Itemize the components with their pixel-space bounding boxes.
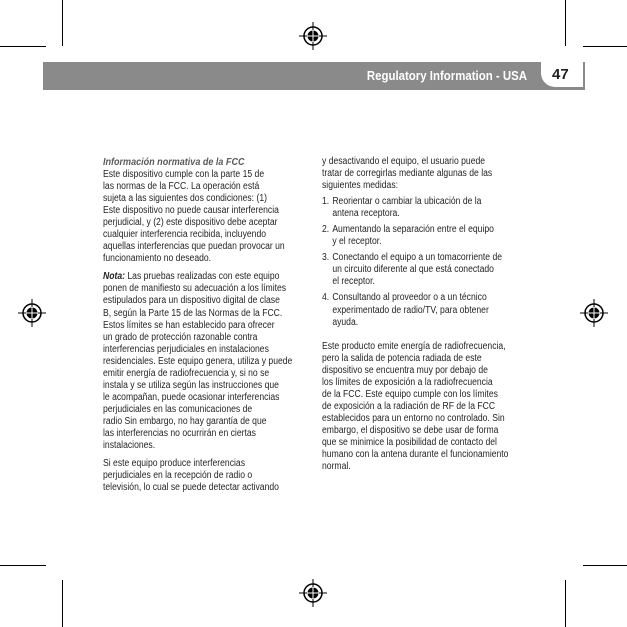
crop-mark: [0, 46, 46, 47]
crop-mark: [62, 0, 63, 46]
text-line: Este producto emite energía de radiofrecuencia,: [322, 340, 506, 352]
text-line: [103, 271, 306, 283]
text-line: los límites de exposición a la radiofrecuencia: [322, 376, 493, 388]
list-number: 3.: [322, 252, 330, 264]
list-number: 4.: [322, 292, 330, 304]
text-line: televisión, lo cual se puede detectar activando: [103, 482, 279, 494]
crop-mark: [583, 46, 627, 47]
text-line: Este dispositivo cumple con la parte 15 de: [103, 169, 265, 180]
list-number: 2.: [322, 224, 330, 236]
compliance-paragraph: [103, 169, 306, 265]
text-line: aquellas interferencias que puedan provocar un: [103, 241, 285, 253]
text-line: cualquier interferencia recibida, incluyendo: [103, 229, 267, 241]
text-line: humano con la antena durante el funcionamiento: [322, 449, 509, 461]
text-line: un circuito diferente al que está conectado: [332, 264, 494, 276]
text-line: Si este equipo produce interferencias: [103, 458, 245, 470]
text-line: las normas de la FCC. La operación está: [103, 181, 260, 193]
left-column: [103, 156, 306, 494]
interference-paragraph: [103, 458, 306, 494]
text-line: le acompañan, puede ocasionar interferencias: [103, 391, 280, 403]
text-line: perjudiciales en la recepción de radio o: [103, 470, 253, 482]
text-line: Consultando al proveedor o a un técnico: [332, 292, 487, 304]
text-line: emitir energía de radiofrecuencia y, si no se: [103, 367, 270, 379]
text-line: embargo, el dispositivo se debe usar de forma: [322, 424, 499, 436]
text-line: el receptor.: [332, 276, 375, 288]
text-line: de la FCC. Este equipo cumple con los límites: [322, 388, 498, 400]
header-title: Regulatory Information - USA: [366, 68, 527, 83]
nota-first-line: Las pruebas realizadas con este equipo: [124, 271, 280, 283]
right-column: [322, 156, 525, 473]
text-line: Conectando el equipo a un tomacorriente de: [332, 252, 503, 264]
list-item: [322, 252, 525, 288]
text-line: Este dispositivo no puede causar interferencia: [103, 205, 279, 217]
text-line: perjudiciales en las comunicaciones de: [103, 403, 253, 415]
text-line: residenciales. Este equipo genera, utiliza y puede: [103, 355, 293, 367]
intro-paragraph: [322, 156, 525, 192]
text-line: que se minimice la posibilidad de contacto del: [322, 436, 497, 448]
registration-mark-bottom: [299, 579, 327, 607]
crop-mark: [62, 580, 63, 627]
text-line: y el receptor.: [332, 236, 382, 248]
registration-mark-right: [580, 299, 608, 327]
text-line: un grado de protección razonable contra: [103, 331, 258, 343]
section-heading: Información normativa de la FCC: [103, 156, 245, 168]
text-line: establecidos para un entorno no controlado. Sin: [322, 412, 505, 424]
text-line: y desactivando el equipo, el usuario puede: [322, 156, 486, 167]
text-line: estipulados para un dispositivo digital de clase: [103, 295, 280, 307]
text-line: sujeta a las siguientes dos condiciones: (1): [103, 193, 267, 205]
text-line: funcionamiento no deseado.: [103, 253, 212, 265]
list-item: [322, 292, 525, 328]
text-line: tratar de corregirlas mediante algunas de las: [322, 168, 493, 180]
text-line: experimentado de radio/TV, para obtener: [332, 304, 489, 316]
text-line: instalaciones.: [103, 440, 156, 452]
text-line: B, según la Parte 15 de las Normas de la FCC.: [103, 307, 283, 319]
text-line: de exposición a la radiación de RF de la FCC: [322, 400, 496, 412]
list-item: [322, 224, 525, 248]
nota-label: Nota:: [103, 271, 125, 283]
text-line: instala y se utiliza según las instrucciones que: [103, 379, 279, 391]
text-line: Estos límites se han establecido para ofrecer: [103, 319, 275, 331]
text-line: interferencias perjudiciales en instalaciones: [103, 343, 269, 355]
list-item: [322, 196, 525, 220]
text-line: siguientes medidas:: [322, 180, 399, 192]
crop-mark: [565, 580, 566, 627]
text-line: Aumentando la separación entre el equipo: [332, 224, 494, 236]
registration-mark-top: [299, 22, 327, 50]
header-bar: [43, 62, 585, 90]
text-line: ayuda.: [332, 316, 359, 328]
text-line: radio Sin embargo, no hay garantía de que: [103, 415, 267, 427]
text-line: las interferencias no ocurrirán en ciertas: [103, 427, 256, 439]
nota-paragraph: [103, 271, 306, 452]
crop-mark: [0, 565, 46, 566]
text-line: pero la salida de potencia radiada de este: [322, 352, 482, 364]
text-line: Reorientar o cambiar la ubicación de la: [332, 196, 482, 208]
crop-mark: [583, 565, 627, 566]
registration-mark-left: [18, 299, 46, 327]
measures-list: [322, 196, 525, 328]
page-number: 47: [552, 66, 569, 83]
text-line: perjudicial, y (2) este dispositivo debe aceptar: [103, 217, 278, 229]
rf-exposure-paragraph: [322, 341, 525, 474]
crop-mark: [565, 0, 566, 46]
text-line: ponen de manifiesto su adecuación a los límites: [103, 283, 287, 295]
text-line: normal.: [322, 461, 351, 473]
text-line: dispositivo se encuentra muy por debajo de: [322, 364, 488, 376]
text-line: antena receptora.: [332, 208, 400, 220]
list-number: 1.: [322, 196, 330, 208]
